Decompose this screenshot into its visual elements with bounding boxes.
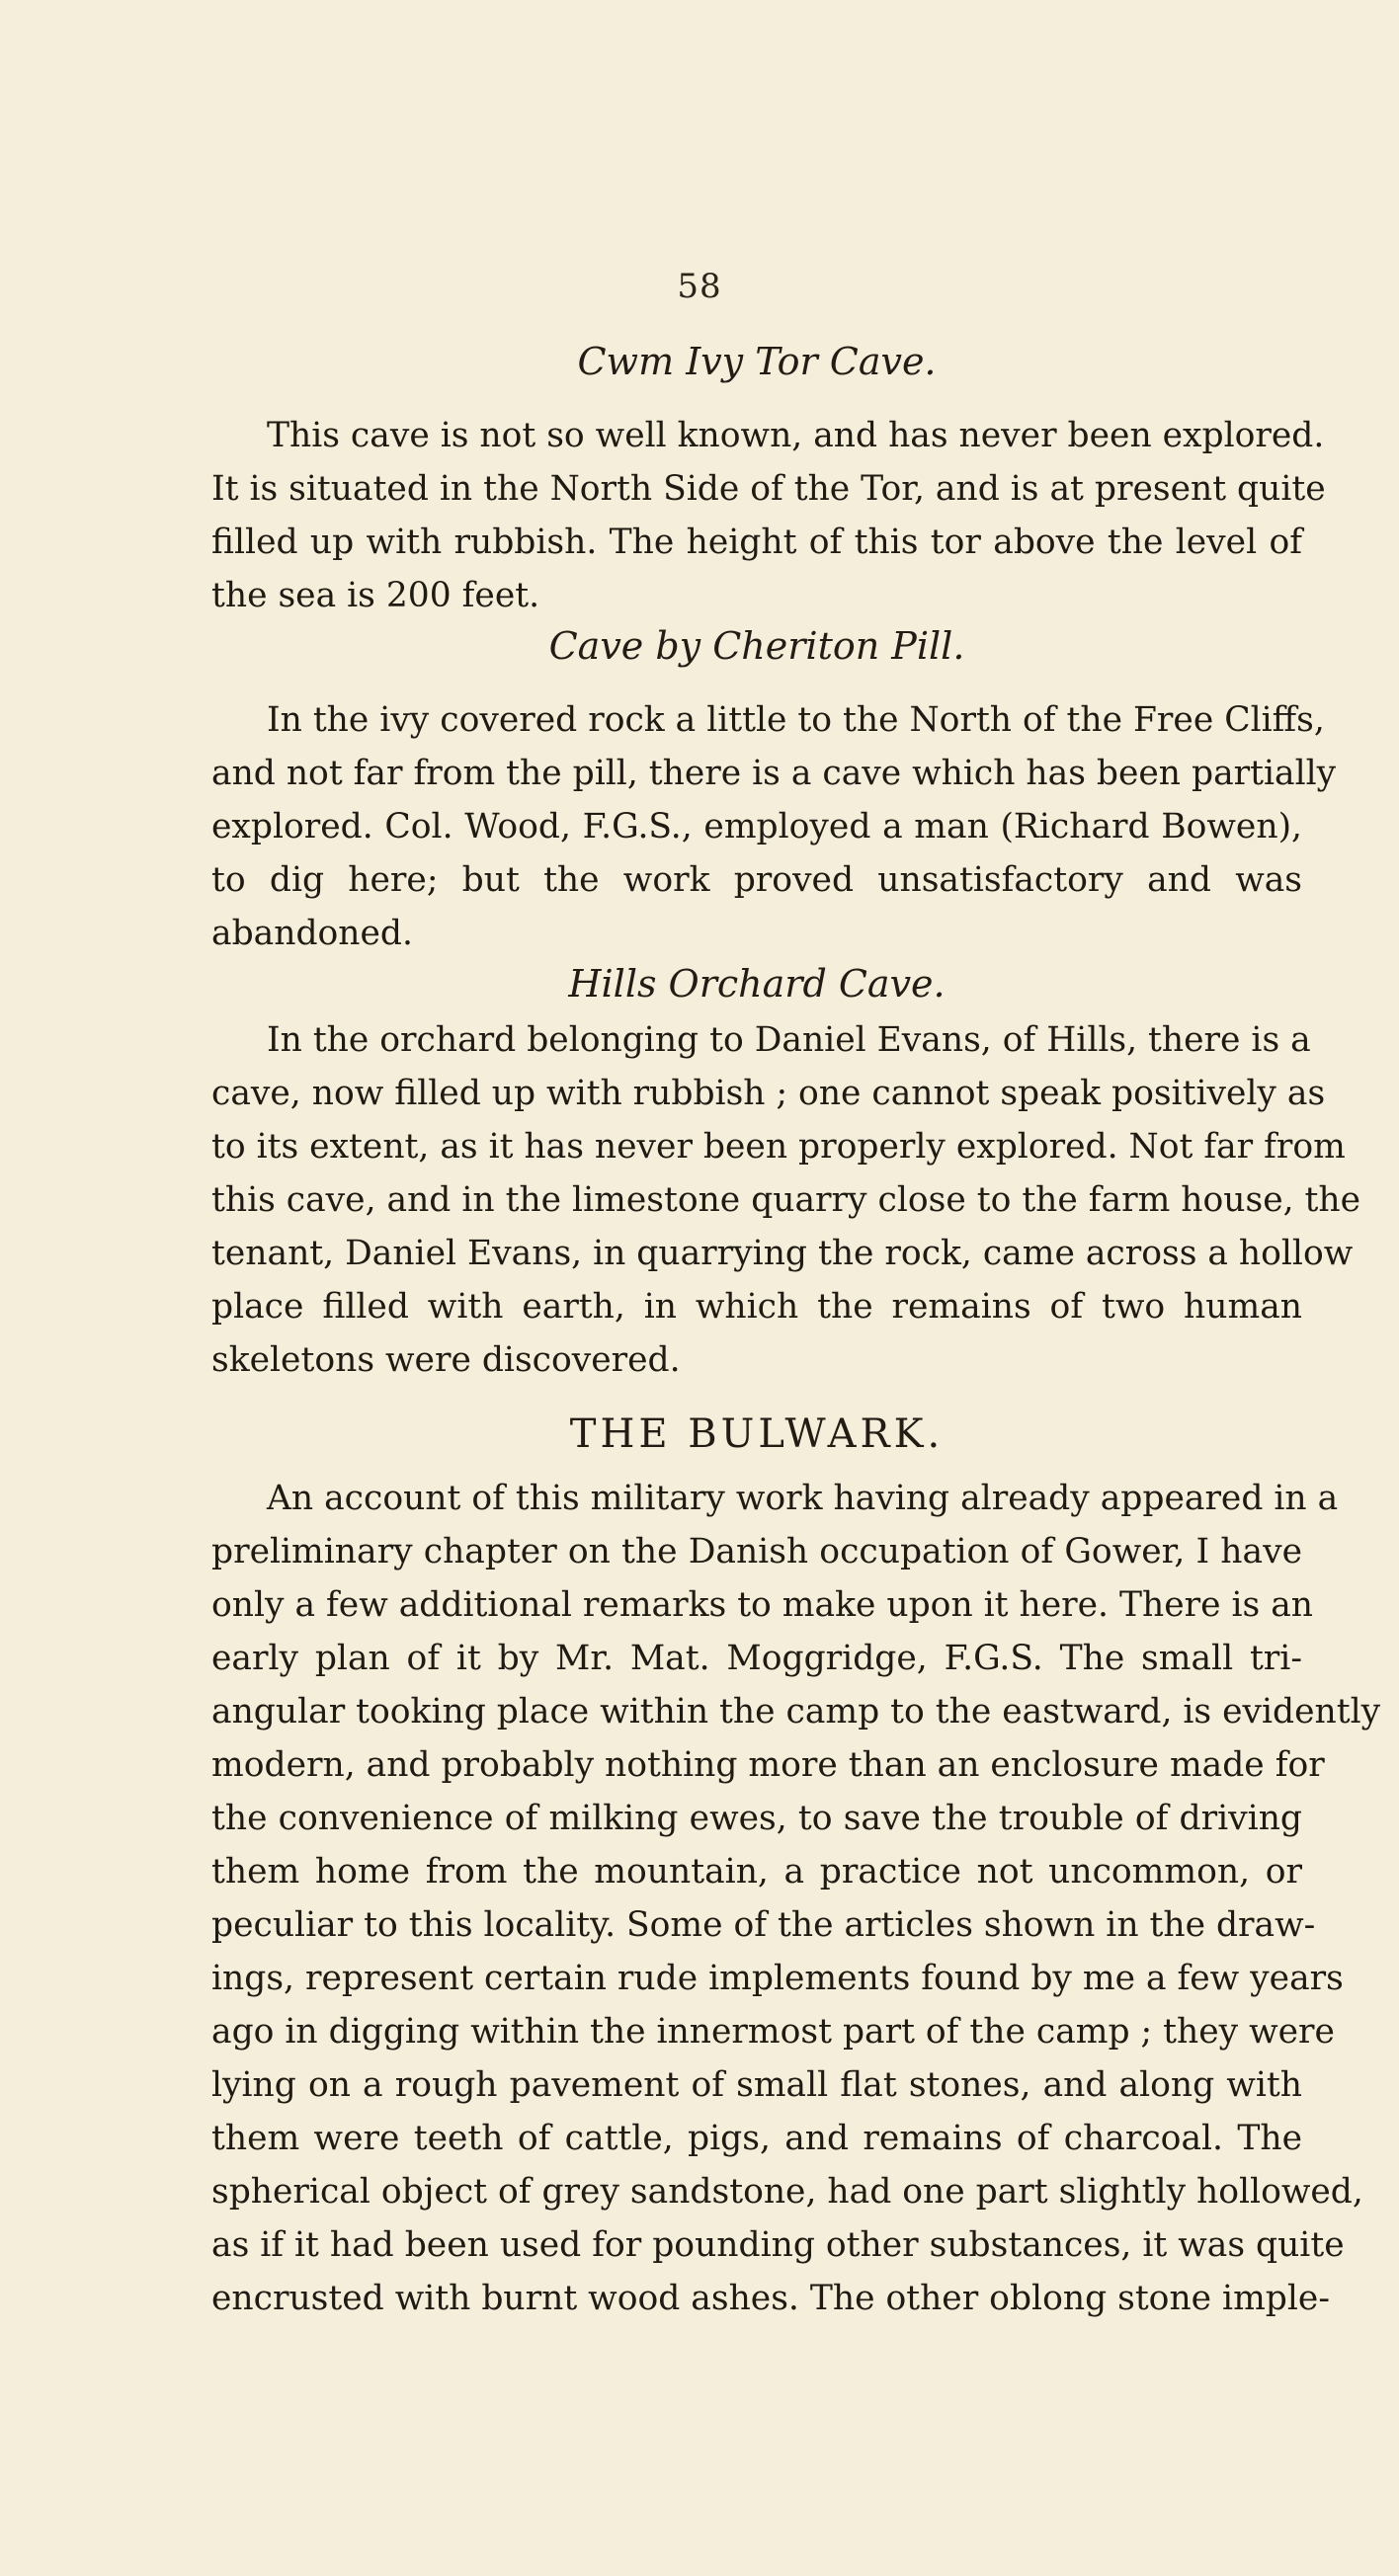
text-line: as if it had been used for pounding other substances, it was quite: [211, 2225, 1345, 2265]
text-line: the convenience of milking ewes, to save the trouble of driving: [211, 1799, 1302, 1838]
text-line: skeletons were discovered.: [211, 1340, 681, 1380]
paragraph-the-bulwark: [211, 1472, 1381, 2325]
text-line: This cave is not so well known, and has never been explored.: [267, 416, 1325, 455]
text-line: this cave, and in the limestone quarry close to the farm house, the: [211, 1180, 1361, 1220]
text-line: preliminary chapter on the Danish occupation of Gower, I have: [211, 1532, 1302, 1571]
text-line: to dig here; but the work proved unsatisfactory and was: [211, 860, 1302, 900]
text-line: the sea is 200 feet.: [211, 576, 540, 615]
text-line: In the orchard belonging to Daniel Evans, of Hills, there is a: [267, 1020, 1311, 1060]
paragraph-cwm-ivy-tor-cave: [211, 409, 1326, 622]
text-line: modern, and probably nothing more than an enclosure made for: [211, 1745, 1325, 1785]
text-line: It is situated in the North Side of the Tor, and is at present quite: [211, 469, 1326, 509]
text-line: angular tooking place within the camp to the eastward, is evidently: [211, 1692, 1381, 1731]
text-line: and not far from the pill, there is a cave which has been partially: [211, 754, 1337, 793]
text-line: peculiar to this locality. Some of the articles shown in the draw-: [211, 1905, 1316, 1945]
text-line: filled up with rubbish. The height of this tor above the level of: [211, 523, 1302, 562]
text-line: In the ivy covered rock a little to the North of the Free Cliffs,: [267, 700, 1325, 740]
text-line: An account of this military work having already appeared in a: [267, 1479, 1339, 1518]
text-line: lying on a rough pavement of small flat stones, and along with: [211, 2065, 1302, 2105]
text-line: tenant, Daniel Evans, in quarrying the rock, came across a hollow: [211, 1234, 1354, 1273]
paragraph-hills-orchard-cave: [211, 1013, 1361, 1387]
text-line: place filled with earth, in which the remains of two human: [211, 1287, 1302, 1327]
section-heading-the-bulwark: THE BULWARK.: [569, 1411, 945, 1457]
section-heading-cave-by-cheriton-pill: Cave by Cheriton Pill.: [548, 624, 965, 668]
text-line: ago in digging within the innermost part of the camp ; they were: [211, 2012, 1335, 2052]
text-line: only a few additional remarks to make upon it here. There is an: [211, 1585, 1313, 1625]
text-line: abandoned.: [211, 914, 413, 953]
section-heading-cwm-ivy-tor-cave: Cwm Ivy Tor Cave.: [577, 340, 937, 383]
section-heading-hills-orchard-cave: Hills Orchard Cave.: [568, 962, 946, 1006]
text-line: encrusted with burnt wood ashes. The other oblong stone imple-: [211, 2279, 1330, 2318]
text-line: explored. Col. Wood, F.G.S., employed a man (Richard Bowen),: [211, 807, 1302, 846]
text-line: early plan of it by Mr. Mat. Moggridge, F.G.S. The small tri-: [211, 1639, 1302, 1678]
paragraph-cave-by-cheriton-pill: [211, 693, 1337, 960]
text-line: them home from the mountain, a practice not uncommon, or: [211, 1852, 1302, 1892]
text-line: spherical object of grey sandstone, had one part slightly hollowed,: [211, 2172, 1363, 2212]
text-line: them were teeth of cattle, pigs, and remains of charcoal. The: [211, 2119, 1302, 2158]
text-line: cave, now filled up with rubbish ; one cannot speak positively as: [211, 1074, 1326, 1113]
text-line: to its extent, as it has never been properly explored. Not far from: [211, 1127, 1346, 1167]
text-line: ings, represent certain rude implements found by me a few years: [211, 1959, 1344, 1998]
page-number: 58: [677, 267, 722, 306]
